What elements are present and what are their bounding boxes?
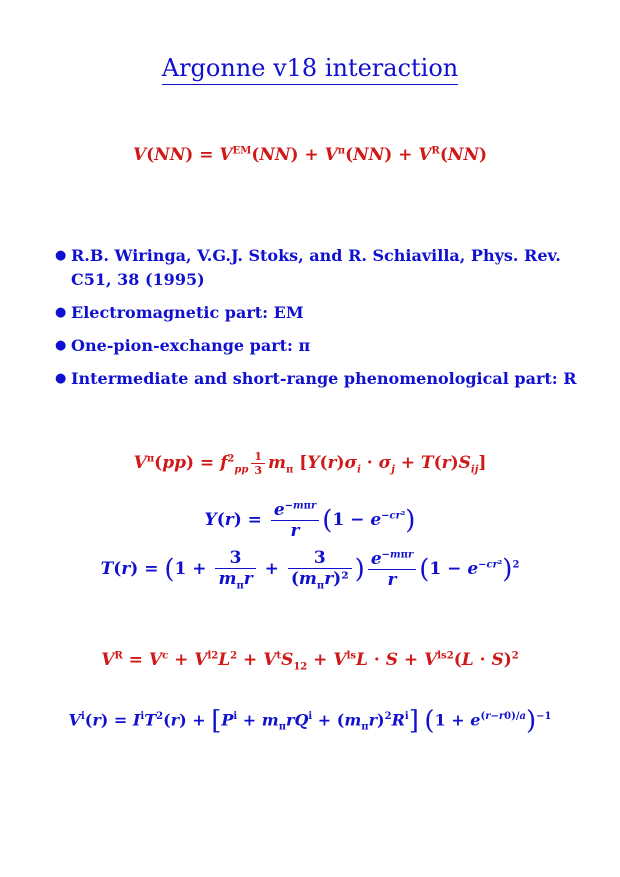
bullet-list — [55, 244, 585, 400]
bullet-dot-icon: ● — [55, 305, 67, 320]
list-item — [55, 367, 585, 391]
page-title — [0, 54, 620, 82]
bullet-dot-icon: ● — [55, 371, 67, 386]
bullet-dot-icon: ● — [55, 248, 67, 263]
bullet-text: Electromagnetic part: EM — [71, 303, 304, 322]
equation-main: $V(NN) = V^{EM}(NN) + V^\pi(NN) + V^R(NN)$ — [132, 145, 488, 165]
equation-R: $V^R = V^c + V^{l2}L^2 + V^tS_{12} + V^{ls}L \cdot S + V^{ls2}(L \cdot S)^2$ — [101, 650, 519, 673]
equation-Y: Y(r) = $\frac{e^{-m\pi r}}{r}$ $(1 - e^{-cr^2})$ — [204, 500, 416, 541]
list-item — [55, 334, 585, 358]
bullet-text: One-pion-exchange part: π — [71, 336, 311, 355]
list-item — [55, 301, 585, 325]
bullet-text: R.B. Wiringa, V.G.J. Stoks, and R. Schiavilla, Phys. Rev. C51, 38 (1995) — [71, 246, 561, 289]
equation-pi: $V^\pi(pp) = f^2_{pp}$ $\frac{1}{3}$ $m_\pi$ $[Y(r)\sigma_i \cdot \sigma_j + T(r)S_{ij}]$ — [133, 450, 487, 477]
list-item — [55, 244, 585, 292]
equation-Vi: $V^i(r) = I^iT^2(r) + [P^i + m_\pi rQ^i + (m_\pi r)^2R^i] (1 + e^{(r-r0)/a})^{-1}$ — [68, 706, 552, 736]
equation-T: T(r) = (1 + $\frac{3}{m_\pi r}$ + $\frac{3}{(m_\pi r)^2}$ ) $\frac{e^{-m\pi r}}{r}$ $(1 - e^{-cr^2})^2$ — [100, 548, 520, 592]
bullet-text: Intermediate and short-range phenomenological part: R — [71, 369, 577, 388]
title-text: Argonne v18 interaction — [162, 54, 459, 85]
bullet-dot-icon: ● — [55, 338, 67, 353]
